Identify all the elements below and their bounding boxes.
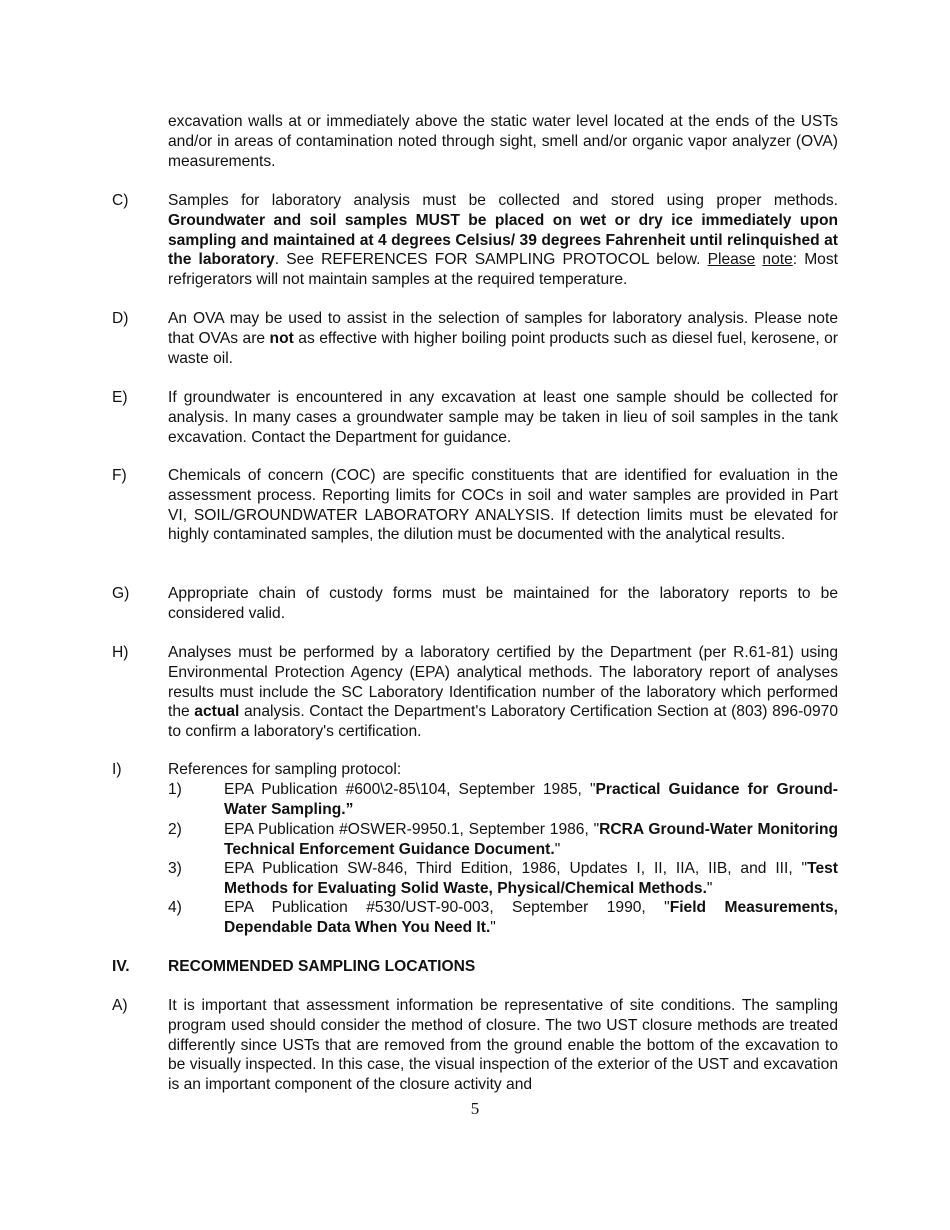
reference-3-text bbox=[224, 859, 838, 899]
page-number: 5 bbox=[470, 1099, 480, 1118]
reference-4-suffix: " bbox=[490, 918, 496, 936]
item-c-text-1: Samples for laboratory analysis must be collected and stored using proper methods. bbox=[168, 192, 838, 209]
item-c-label: C) bbox=[112, 192, 129, 209]
reference-4-title: Field Measurements, Dependable Data When You Need It. bbox=[224, 899, 838, 936]
item-h-paragraph bbox=[168, 643, 838, 742]
item-a-label: A) bbox=[112, 997, 128, 1014]
intro-paragraph: excavation walls at or immediately above the static water level located at the ends of the USTs and/or in areas of contamination noted through sight, smell and/or organic vapor analyzer (OVA) measurements. bbox=[168, 113, 838, 170]
item-g-label: G) bbox=[112, 585, 130, 602]
reference-1-number: 1) bbox=[168, 781, 182, 798]
reference-1-title: Practical Guidance for Ground-Water Sampling.” bbox=[224, 781, 838, 818]
reference-1-prefix: EPA Publication #600\2-85\104, September 1985, " bbox=[224, 781, 596, 798]
reference-2-number: 2) bbox=[168, 821, 182, 838]
item-d-text-1: An OVA may be used to assist in the selection of samples for laboratory analysis. Please note that OVAs are bbox=[168, 310, 838, 347]
item-i-paragraph: References for sampling protocol: bbox=[168, 761, 402, 778]
reference-1-text bbox=[224, 780, 838, 820]
item-d-bold: not bbox=[269, 329, 294, 347]
item-h-text-2: analysis. Contact the Department's Laboratory Certification Section at (803) 896-0970 to confirm a laboratory's certification. bbox=[168, 703, 838, 741]
item-d-text-2: as effective with higher boiling point products such as diesel fuel, kerosene, or waste oil. bbox=[168, 329, 838, 367]
item-f-label: F) bbox=[112, 467, 127, 484]
item-e-label: E) bbox=[112, 389, 128, 406]
reference-4-text bbox=[224, 898, 838, 938]
item-c-underline-2: note bbox=[762, 251, 793, 269]
item-h-label: H) bbox=[112, 644, 129, 661]
item-h-text-1: Analyses must be performed by a laboratory certified by the Department (per R.61-81) using Environmental Protection Agency (EPA) analytical methods. The laboratory report of analyses results must include the SC Laboratory Identification number of the laboratory which performed the bbox=[168, 644, 838, 721]
reference-4-prefix: EPA Publication #530/UST-90-003, September 1990, " bbox=[224, 899, 670, 916]
reference-2-title: RCRA Ground-Water Monitoring Technical Enforcement Guidance Document. bbox=[224, 821, 838, 858]
reference-3-suffix: " bbox=[706, 879, 713, 897]
reference-2-text bbox=[224, 820, 838, 860]
item-c-text-2: . See REFERENCES FOR SAMPLING PROTOCOL below. bbox=[274, 251, 708, 269]
item-a-paragraph: It is important that assessment information be representative of site conditions. The sampling program used should consider the method of closure. The two UST closure methods are treated differently since USTs that are removed from the ground enable the bottom of the excavation to be visually inspected. In this case, the visual inspection of the exterior of the UST and excavation is an important component of the closure activity and bbox=[168, 997, 838, 1094]
reference-3-title: Test Methods for Evaluating Solid Waste, Physical/Chemical Methods. bbox=[224, 860, 838, 897]
section-number: IV. bbox=[112, 958, 130, 975]
item-g-paragraph: Appropriate chain of custody forms must be maintained for the laboratory reports to be considered valid. bbox=[168, 585, 838, 622]
item-c-text-3: : Most refrigerators will not maintain samples at the required temperature. bbox=[168, 251, 838, 289]
item-d-paragraph bbox=[168, 309, 838, 368]
item-d-label: D) bbox=[112, 310, 129, 327]
item-c-underline-1: Please bbox=[707, 251, 756, 269]
section-title: RECOMMENDED SAMPLING LOCATIONS bbox=[168, 958, 476, 975]
reference-4-number: 4) bbox=[168, 899, 182, 916]
item-c-bold: Groundwater and soil samples MUST be placed on wet or dry ice immediately upon sampling and maintained at 4 degrees Celsius/ 39 degrees Fahrenheit until relinquished at the laboratory bbox=[168, 211, 838, 269]
item-f-paragraph: Chemicals of concern (COC) are specific constituents that are identified for evaluation in the assessment process. Reporting limits for COCs in soil and water samples are provided in Part VI, SOIL/GROUNDWATER LABORATORY ANALYSIS. If detection limits must be elevated for highly contaminated samples, the dilution must be documented with the analytical results. bbox=[168, 467, 838, 544]
item-e-paragraph: If groundwater is encountered in any excavation at least one sample should be collected for analysis. In many cases a groundwater sample may be taken in lieu of soil samples in the tank excavation. Contact the Department for guidance. bbox=[168, 389, 838, 446]
reference-2-suffix: " bbox=[554, 840, 561, 858]
item-h-bold: actual bbox=[194, 703, 240, 721]
item-c-paragraph bbox=[168, 191, 838, 290]
reference-2-prefix: EPA Publication #OSWER-9950.1, September 1986, " bbox=[224, 821, 600, 838]
item-i-label: I) bbox=[112, 761, 122, 778]
reference-3-prefix: EPA Publication SW-846, Third Edition, 1986, Updates I, II, IIA, IIB, and III, " bbox=[224, 860, 808, 877]
reference-3-number: 3) bbox=[168, 860, 182, 877]
